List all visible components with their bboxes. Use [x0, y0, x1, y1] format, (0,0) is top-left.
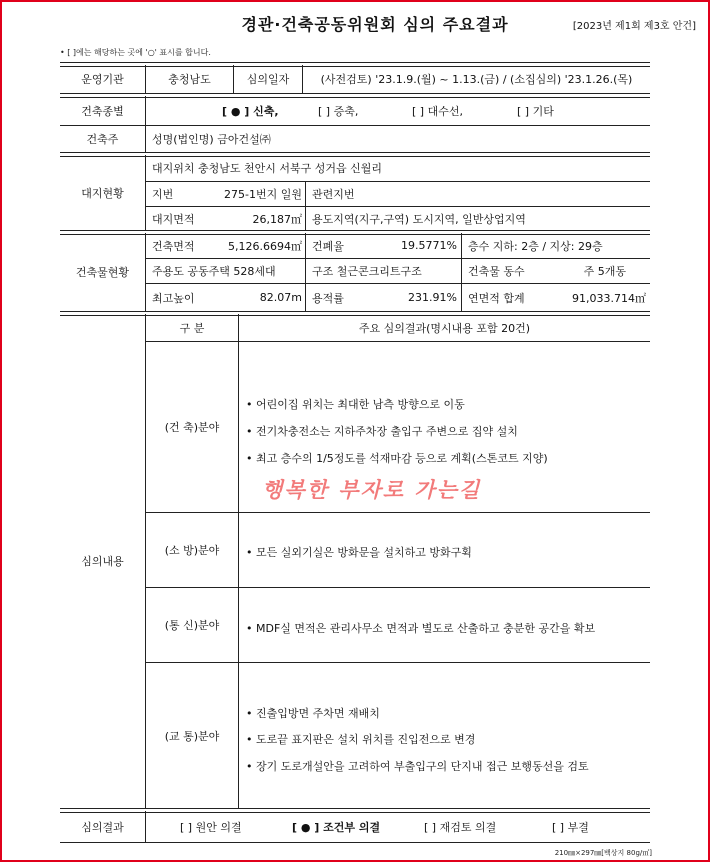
- instruction-note: • [ ]에는 해당하는 곳에 '○' 표시를 합니다.: [60, 48, 211, 57]
- review-item: • 모든 실외기실은 방화문을 설치하고 방화구획: [246, 546, 472, 559]
- result-original: [ ] 원안 의결: [180, 820, 242, 834]
- section-traffic: (교 통)분야: [164, 729, 220, 743]
- review-item: • 최고 층수의 1/5정도를 석재마감 등으로 계획(스톤코트 지양): [246, 452, 548, 465]
- max-height-label: 최고높이: [152, 291, 195, 305]
- building-type-new: [ ● ] 신축,: [222, 104, 279, 118]
- building-type-major-repair: [ ] 대수선,: [412, 104, 463, 118]
- related-lot-label: 관련지번: [312, 188, 355, 201]
- far-value: 231.91%: [408, 291, 457, 304]
- review-item: • 장기 도로개설안을 고려하여 부출입구의 단지내 접근 보행동선을 검토: [246, 760, 589, 773]
- operation-label: 운영기관: [81, 73, 124, 86]
- site-status-label: 대지현황: [81, 186, 124, 200]
- site-area-value: 26,187㎡: [252, 212, 302, 226]
- result-conditional: [ ● ] 조건부 의결: [292, 820, 381, 834]
- far-label: 용적률: [312, 291, 344, 305]
- site-location: 대지위치 충청남도 천안시 서북구 성거읍 신월리: [152, 162, 383, 175]
- main-use: 주용도 공동주택 528세대: [152, 265, 276, 278]
- max-height-value: 82.07m: [259, 291, 302, 304]
- watermark-text: 행복한 부자로 가는길: [262, 478, 482, 502]
- division-header: 구 분: [179, 321, 205, 335]
- building-count-value: 주 5개동: [583, 265, 626, 278]
- owner-label: 건축주: [86, 133, 119, 146]
- review-content-label: 심의내용: [81, 555, 124, 568]
- lot-number-label: 지번: [152, 188, 174, 201]
- floors: 층수 지하: 2층 / 지상: 29층: [468, 239, 603, 253]
- col-divider: [238, 314, 239, 809]
- coverage-label: 건폐율: [312, 239, 344, 253]
- result-rereview: [ ] 재검토 의결: [424, 820, 497, 834]
- col-divider: [145, 811, 146, 842]
- building-count-label: 건축물 동수: [468, 265, 525, 278]
- section-telecom: (통 신)분야: [164, 619, 220, 632]
- review-item: • 전기차충전소는 지하주차장 출입구 주변으로 집약 설치: [246, 425, 518, 438]
- owner-value: 성명(법인명) 금아건설㈜: [152, 133, 271, 146]
- lot-number-value: 275-1번지 일원: [224, 188, 302, 201]
- section-architecture: (건 축)분야: [164, 421, 220, 434]
- building-type-extension: [ ] 증축,: [318, 104, 359, 118]
- agenda-reference: [2023년 제1회 제3호 안건]: [572, 21, 696, 32]
- review-item: • 어린이집 위치는 최대한 남측 방향으로 이동: [246, 398, 465, 411]
- gfa-label: 연면적 합계: [468, 291, 525, 305]
- review-date-label: 심의일자: [246, 73, 290, 86]
- review-item: • 도로끝 표지판은 설치 위치를 진입전으로 변경: [246, 733, 476, 746]
- review-item: • 진출입방면 주차면 재배치: [246, 707, 380, 720]
- section-fire: (소 방)분야: [164, 544, 220, 557]
- site-area-label: 대지면적: [152, 212, 195, 226]
- table-bottom-border: [60, 842, 650, 843]
- paper-spec: 210㎜×297㎜[백상지 80g/㎡]: [554, 849, 652, 857]
- building-type-label: 건축종별: [81, 104, 124, 118]
- zoning: 용도지역(지구,구역) 도시지역, 일반상업지역: [312, 212, 526, 226]
- building-area-value: 5,126.6694㎡: [228, 239, 302, 253]
- review-item: • MDF실 면적은 관리사무소 면적과 별도로 산출하고 충분한 공간을 확보: [246, 622, 596, 635]
- operation-value: 충청남도: [168, 73, 211, 86]
- building-area-label: 건축면적: [152, 239, 195, 253]
- gfa-value: 91,033.714㎡: [572, 291, 646, 305]
- structure: 구조 철근콘크리트구조: [312, 265, 422, 278]
- page-title: 경관·건축공동위원회 심의 주요결과: [241, 15, 509, 34]
- coverage-value: 19.5771%: [401, 239, 457, 252]
- building-type-other: [ ] 기타: [517, 104, 554, 118]
- review-date-value: (사전검토) '23.1.9.(월) ~ 1.13.(금) / (소집심의) '23.1.26.(목): [320, 73, 633, 86]
- result-rejected: [ ] 부결: [552, 820, 589, 834]
- result-header: 주요 심의결과(명시내용 포함 20건): [358, 321, 531, 335]
- building-status-label: 건축물현황: [75, 266, 130, 279]
- review-result-label: 심의결과: [81, 820, 124, 834]
